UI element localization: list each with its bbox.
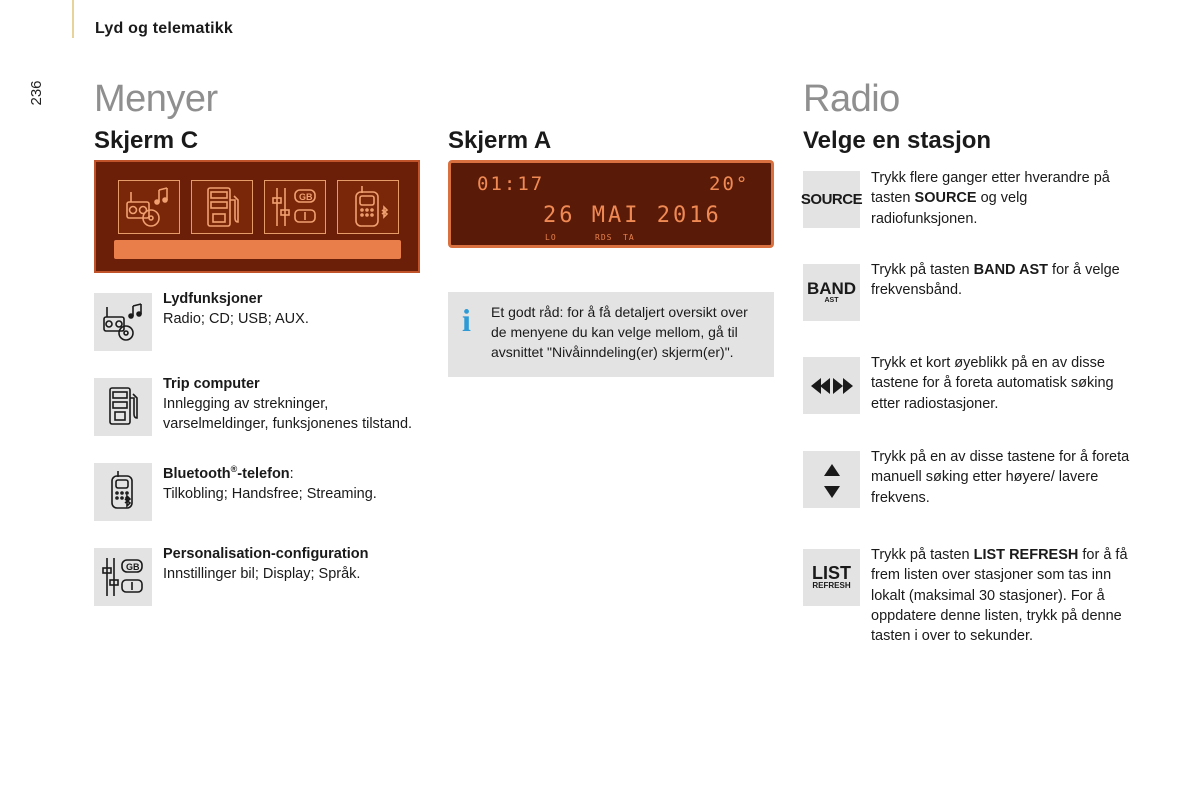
step-key-name: LIST REFRESH [973, 547, 1079, 563]
audio-functions-icon [94, 293, 152, 351]
screen-c-selection-bar [114, 240, 401, 259]
step-key-name: SOURCE [914, 190, 977, 207]
source-key-icon [800, 171, 863, 228]
band-key-label: BAND [806, 278, 857, 298]
seek-buttons-icon [803, 357, 860, 414]
display-temperature: 20° [709, 173, 750, 195]
indicator-rds: RDS [595, 233, 613, 242]
band-ast-key-icon [803, 264, 860, 321]
feature-title-colon: : [289, 465, 294, 482]
section-label: Lyd og telematikk [95, 20, 233, 37]
radio-step-auto-seek: Trykk et kort øyeblikk på en av disse tastene for å foreta automatisk søking etter radiostasjoner. [871, 355, 1114, 412]
step-text: for å få frem listen over stasjoner som tas inn lokalt (maksimal 30 stasjoner). For å oppdatere denne listen, trykk på denne tasten i over to sekunder. [871, 547, 1128, 645]
header-accent-line [72, 0, 74, 38]
feature-title: Trip computer [163, 376, 260, 392]
feature-audio [163, 289, 433, 329]
registered-mark: ® [230, 464, 238, 474]
step-text: Trykk på tasten [871, 262, 974, 278]
step-text: og velg radiofunksjonen. [871, 190, 1028, 227]
audio-functions-icon [118, 180, 180, 234]
feature-title: Lydfunksjoner [163, 291, 263, 307]
ast-key-label: AST [824, 296, 839, 304]
step-text: Trykk på tasten [871, 547, 974, 563]
radio-heading: Velge en stasjon [803, 127, 992, 154]
svg-text:GB: GB [299, 192, 313, 202]
settings-sliders-icon [264, 180, 326, 234]
step-text: Trykk flere ganger etter hverandre på tasten [871, 170, 1110, 207]
feature-description: Innstillinger bil; Display; Språk. [163, 566, 361, 582]
up-down-arrows-icon [803, 451, 860, 508]
feature-bluetooth [163, 459, 433, 504]
settings-sliders-icon [94, 548, 152, 606]
display-date: 26 MAI 2016 [543, 203, 722, 228]
refresh-key-label: REFRESH [812, 581, 851, 590]
feature-description: Innlegging av strekninger, varselmeldinger, funksjonenes tilstand. [163, 396, 413, 432]
indicator-lo: LO [545, 233, 557, 242]
radio-title: Radio [803, 78, 900, 120]
screen-c-display [94, 160, 420, 273]
screen-c-heading: Skjerm C [94, 127, 199, 154]
list-key-label: LIST [812, 563, 851, 583]
source-key-label: SOURCE [800, 191, 863, 208]
indicator-ta: TA [623, 233, 635, 242]
radio-step-band [871, 260, 1136, 301]
tip-box [448, 292, 774, 377]
tip-text: Et godt råd: for å få detaljert oversikt over de menyene du kan velge mellom, gå til avsnittet "Nivåinndeling(er) skjerm(er)". [491, 304, 748, 360]
bluetooth-phone-icon [337, 180, 399, 234]
step-text: for å velge frekvensbånd. [871, 262, 1120, 299]
fuel-pump-icon [94, 378, 152, 436]
feature-title-suffix: -telefon [237, 465, 290, 482]
feature-description: Tilkobling; Handsfree; Streaming. [163, 485, 377, 502]
bluetooth-phone-icon [94, 463, 152, 521]
step-key-name: BAND AST [973, 262, 1049, 278]
feature-description: Radio; CD; USB; AUX. [163, 311, 309, 327]
feature-title: Personalisation-configuration [163, 546, 369, 562]
fuel-pump-icon [191, 180, 253, 234]
radio-step-source [871, 168, 1136, 229]
radio-step-list-refresh [871, 545, 1136, 646]
feature-trip-computer [163, 374, 433, 434]
feature-personalisation [163, 544, 433, 584]
info-icon: i [462, 302, 471, 338]
feature-title: Bluetooth [163, 465, 231, 482]
display-time: 01:17 [477, 173, 545, 195]
svg-text:GB: GB [126, 562, 140, 572]
radio-step-manual-seek: Trykk på en av disse tastene for å foreta manuell søking etter høyere/ lavere frekvens. [871, 449, 1130, 506]
page-number: 236 [28, 80, 45, 106]
screen-a-heading: Skjerm A [448, 127, 552, 154]
menus-title: Menyer [94, 78, 218, 120]
list-refresh-key-icon [803, 549, 860, 606]
screen-a-display [448, 160, 774, 248]
